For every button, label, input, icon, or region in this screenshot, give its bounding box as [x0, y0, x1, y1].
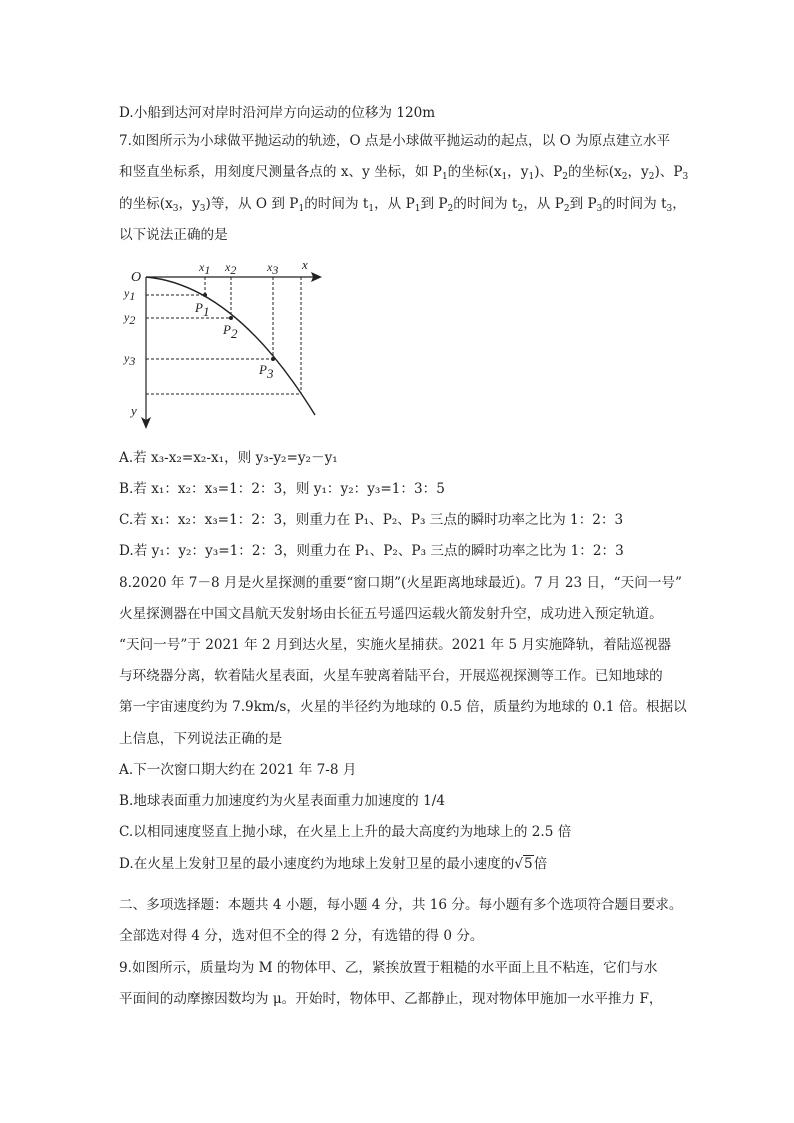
q8-stem-line-2: 火星探测器在中国文昌航天发射场由长征五号遥四运载火箭发射升空，成功进入预定轨道。 [119, 606, 663, 622]
q7-stem-line-4: 以下说法正确的是 [119, 227, 228, 243]
x-axis-label: x [302, 257, 308, 272]
q8-option-b: B.地球表面重力加速度约为火星表面重力加速度的 1/4 [119, 793, 445, 809]
point-p3 [271, 357, 275, 361]
point-p1 [203, 293, 207, 297]
q7-stem-line-3: 的坐标($x_3$，$y_3$)等，从 O 到 $P_1$的时间为 $t_1$，从 $P_1$到 $P_2$的时间为 $t_2$，从 $P_2$到 $P_3$的时间为 $t_3$， [119, 196, 686, 214]
q7-option-b: B.若 x₁：x₂：x₃=1：2：3，则 y₁：y₂：y₃=1：3：5 [119, 481, 445, 497]
y1-tick-label: y1 [124, 286, 136, 303]
q8-stem-line-5: 第一宇宙速度约为 7.9km/s，火星的半径约为地球的 0.5 倍，质量约为地球的 0.1 倍。根据以 [119, 699, 687, 715]
section-2-header-line-2: 全部选对得 4 分，选对但不全的得 2 分，有选错的得 0 分。 [119, 928, 484, 944]
projectile-figure [115, 255, 330, 430]
q8-option-d: D.在火星上发射卫星的最小速度约为地球上发射卫星的最小速度的√5倍 [119, 856, 548, 872]
y3-tick-label: y3 [124, 351, 136, 368]
q8-stem-line-6: 上信息，下列说法正确的是 [119, 731, 283, 747]
sqrt-five: √5 [514, 856, 533, 872]
origin-label: O [131, 270, 142, 285]
q8-option-a: A.下一次窗口期大约在 2021 年 7-8 月 [119, 762, 357, 778]
q7-stem-line-1: 7.如图所示为小球做平抛运动的轨迹，O 点是小球做平抛运动的起点，以 O 为原点建立水平 [119, 133, 671, 149]
x3-tick-label: x3 [267, 260, 279, 277]
p2-label: P2 [223, 322, 238, 341]
q7-option-d: D.若 y₁：y₂：y₃=1：2：3，则重力在 P₁、P₂、P₃ 三点的瞬时功率之比为 1：2：3 [119, 543, 624, 559]
q8-stem-line-4: 与环绕器分离，软着陆火星表面，火星车驶离着陆平台，开展巡视探测等工作。已知地球的 [119, 668, 663, 684]
q8-stem-line-3: “天问一号”于 2021 年 2 月到达火星，实施火星捕获。2021 年 5 月实施降轨，着陆巡视器 [119, 637, 672, 653]
q7-option-a: A.若 x₃-x₂=x₂-x₁，则 y₃-y₂=y₂－y₁ [119, 450, 338, 466]
q9-stem-line-2: 平面间的动摩擦因数均为 μ。开始时，物体甲、乙都静止，现对物体甲施加一水平推力 F， [119, 991, 663, 1007]
p3-label: P3 [259, 362, 274, 381]
y-axis-label: y [131, 403, 137, 418]
q7-option-c: C.若 x₁：x₂：x₃=1：2：3，则重力在 P₁、P₂、P₃ 三点的瞬时功率之比为 1：2：3 [119, 512, 624, 528]
point-p2 [229, 316, 233, 320]
q8-option-c: C.以相同速度竖直上抛小球，在火星上上升的最大高度约为地球上的 2.5 倍 [119, 824, 572, 840]
q7-stem-line-2: 和竖直坐标系，用刻度尺测量各点的 x、y 坐标，如 $P_1$的坐标($x_1$，$y_1$)、$P_2$的坐标($x_2$，$y_2$)、$P_3$ [119, 164, 689, 182]
q8-stem-line-1: 8.2020 年 7－8 月是火星探测的重要“窗口期”(火星距离地球最近)。7 月 23 日，“天问一号” [119, 575, 682, 591]
y2-tick-label: y2 [124, 310, 136, 327]
p1-label: P1 [195, 300, 210, 319]
section-2-header-line-1: 二、多项选择题：本题共 4 小题，每小题 4 分，共 16 分。每小题有多个选项符合题目要求。 [119, 897, 683, 913]
q6-option-d: D.小船到达河对岸时沿河岸方向运动的位移为 120m [119, 105, 436, 121]
x2-tick-label: x2 [225, 260, 237, 277]
x1-tick-label: x1 [199, 260, 211, 277]
q9-stem-line-1: 9.如图所示，质量均为 M 的物体甲、乙，紧挨放置于粗糙的水平面上且不粘连，它们与水 [119, 960, 658, 976]
